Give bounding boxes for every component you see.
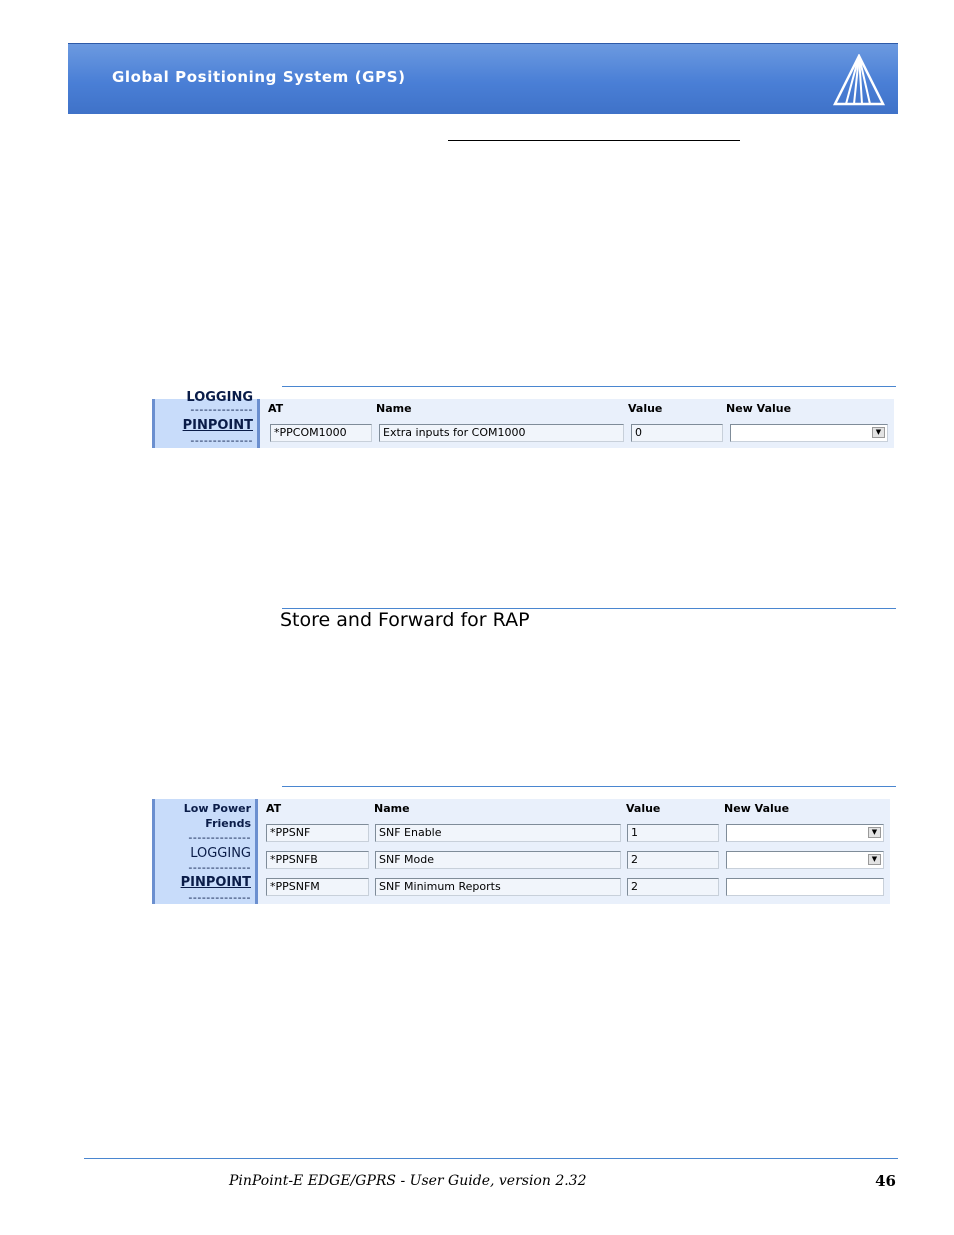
dropdown-arrow-icon[interactable]: ▼: [868, 827, 881, 838]
at-command-field: *PPCOM1000: [270, 424, 372, 442]
form-area: [258, 799, 890, 904]
nav-separator: --------------: [190, 403, 253, 416]
name-field: SNF Minimum Reports: [375, 878, 621, 896]
column-header-value: Value: [626, 802, 661, 815]
nav-item-logging[interactable]: LOGGING: [190, 846, 251, 861]
dropdown-arrow-icon[interactable]: ▼: [868, 854, 881, 865]
name-field: Extra inputs for COM1000: [379, 424, 624, 442]
column-header-new-value: New Value: [724, 802, 790, 815]
at-command-field: *PPSNFB: [266, 851, 369, 869]
dropdown-arrow-icon[interactable]: ▼: [872, 427, 885, 438]
at-command-field: *PPSNF: [266, 824, 369, 842]
new-value-input[interactable]: [726, 878, 884, 896]
top-divider: [448, 140, 740, 141]
value-field: 2: [627, 851, 719, 869]
side-nav: [152, 391, 260, 448]
column-header-name: Name: [376, 402, 412, 415]
page-number: 46: [875, 1172, 896, 1190]
nav-link-pinpoint[interactable]: PINPOINT: [182, 418, 253, 433]
at-command-field: *PPSNFM: [266, 878, 369, 896]
side-nav: [152, 799, 258, 904]
section-heading: Store and Forward for RAP: [280, 609, 530, 631]
nav-link-pinpoint[interactable]: PINPOINT: [180, 875, 251, 890]
header-banner: [68, 43, 898, 114]
nav-separator: --------------: [188, 891, 251, 904]
nav-separator: --------------: [188, 831, 251, 844]
new-value-dropdown[interactable]: [726, 824, 884, 842]
value-field: 0: [631, 424, 723, 442]
nav-separator: --------------: [188, 861, 251, 874]
config-panel-1: [152, 391, 894, 448]
form-area: [260, 399, 894, 448]
name-field: SNF Mode: [375, 851, 621, 869]
footer-title: PinPoint-E EDGE/GPRS - User Guide, version 2.32: [229, 1173, 587, 1189]
value-field: 2: [627, 878, 719, 896]
section-divider-1: [282, 386, 896, 387]
new-value-dropdown[interactable]: [730, 424, 888, 442]
column-header-at: AT: [268, 402, 284, 415]
footer-divider: [84, 1158, 898, 1159]
config-panel-2: [152, 799, 890, 904]
logo-icon: [832, 54, 886, 106]
new-value-dropdown[interactable]: [726, 851, 884, 869]
section-divider-3: [282, 786, 896, 787]
nav-item-low-power[interactable]: Low Power: [183, 802, 251, 815]
header-title: Global Positioning System (GPS): [112, 68, 406, 86]
column-header-new-value: New Value: [726, 402, 792, 415]
column-header-value: Value: [628, 402, 663, 415]
name-field: SNF Enable: [375, 824, 621, 842]
value-field: 1: [627, 824, 719, 842]
nav-separator: --------------: [190, 434, 253, 447]
column-header-name: Name: [374, 802, 410, 815]
column-header-at: AT: [266, 802, 282, 815]
nav-item-friends[interactable]: Friends: [205, 817, 251, 830]
nav-item-logging[interactable]: LOGGING: [186, 391, 253, 402]
